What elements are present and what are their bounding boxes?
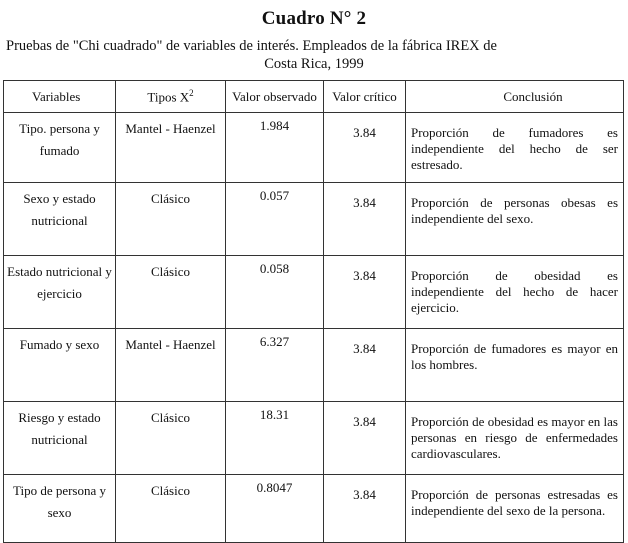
table-row bbox=[4, 329, 624, 402]
cell-variables: Fumado y sexo bbox=[4, 329, 116, 402]
cell-conclusion: Proporción de obesidad es independiente del hecho de hacer ejercicio. bbox=[406, 256, 624, 329]
col-header-critico: Valor crítico bbox=[324, 81, 406, 113]
cell-variables: Riesgo y estado nutricional bbox=[4, 402, 116, 475]
table-row bbox=[4, 113, 624, 183]
cell-observado: 6.327 bbox=[226, 329, 324, 402]
cell-tipo: Clásico bbox=[116, 402, 226, 475]
table-row bbox=[4, 402, 624, 475]
cell-critico: 3.84 bbox=[324, 329, 406, 402]
table-row bbox=[4, 475, 624, 543]
cell-conclusion: Proporción de personas obesas es independiente del sexo. bbox=[406, 183, 624, 256]
table-row bbox=[4, 183, 624, 256]
cell-critico: 3.84 bbox=[324, 113, 406, 183]
cell-tipo: Mantel - Haenzel bbox=[116, 329, 226, 402]
table-header-row bbox=[4, 81, 624, 113]
cell-observado: 1.984 bbox=[226, 113, 324, 183]
chi-square-table bbox=[3, 80, 624, 543]
col-header-observado: Valor observado bbox=[226, 81, 324, 113]
col-header-tipos-sup: 2 bbox=[189, 87, 194, 98]
table-subtitle bbox=[6, 37, 606, 73]
cell-conclusion: Proporción de obesidad es mayor en las personas en riesgo de enfermedades cardiovasculares. bbox=[406, 402, 624, 475]
cell-conclusion: Proporción de personas estresadas es independiente del sexo de la persona. bbox=[406, 475, 624, 543]
cell-observado: 18.31 bbox=[226, 402, 324, 475]
cell-variables: Tipo. persona y fumado bbox=[4, 113, 116, 183]
col-header-tipos bbox=[116, 81, 226, 113]
cell-tipo: Clásico bbox=[116, 183, 226, 256]
cell-variables: Estado nutricional y ejercicio bbox=[4, 256, 116, 329]
subtitle-line-1: Pruebas de "Chi cuadrado" de variables de interés. Empleados de la fábrica IREX de bbox=[6, 38, 497, 54]
cell-critico: 3.84 bbox=[324, 183, 406, 256]
cell-variables: Sexo y estado nutricional bbox=[4, 183, 116, 256]
col-header-conclusion: Conclusión bbox=[406, 81, 624, 113]
cell-conclusion: Proporción de fumadores es mayor en los hombres. bbox=[406, 329, 624, 402]
cell-tipo: Clásico bbox=[116, 256, 226, 329]
col-header-tipos-label: Tipos X bbox=[147, 89, 190, 105]
cell-observado: 0.8047 bbox=[226, 475, 324, 543]
cell-observado: 0.057 bbox=[226, 183, 324, 256]
cell-critico: 3.84 bbox=[324, 475, 406, 543]
cell-critico: 3.84 bbox=[324, 402, 406, 475]
table-title: Cuadro N° 2 bbox=[261, 8, 367, 29]
cell-observado: 0.058 bbox=[226, 256, 324, 329]
table-row bbox=[4, 256, 624, 329]
cell-tipo: Clásico bbox=[116, 475, 226, 543]
subtitle-line-2: Costa Rica, 1999 bbox=[264, 56, 364, 72]
cell-tipo: Mantel - Haenzel bbox=[116, 113, 226, 183]
cell-variables: Tipo de persona y sexo bbox=[4, 475, 116, 543]
cell-conclusion: Proporción de fumadores es independiente del hecho de ser estresado. bbox=[406, 113, 624, 183]
cell-critico: 3.84 bbox=[324, 256, 406, 329]
col-header-variables: Variables bbox=[4, 81, 116, 113]
